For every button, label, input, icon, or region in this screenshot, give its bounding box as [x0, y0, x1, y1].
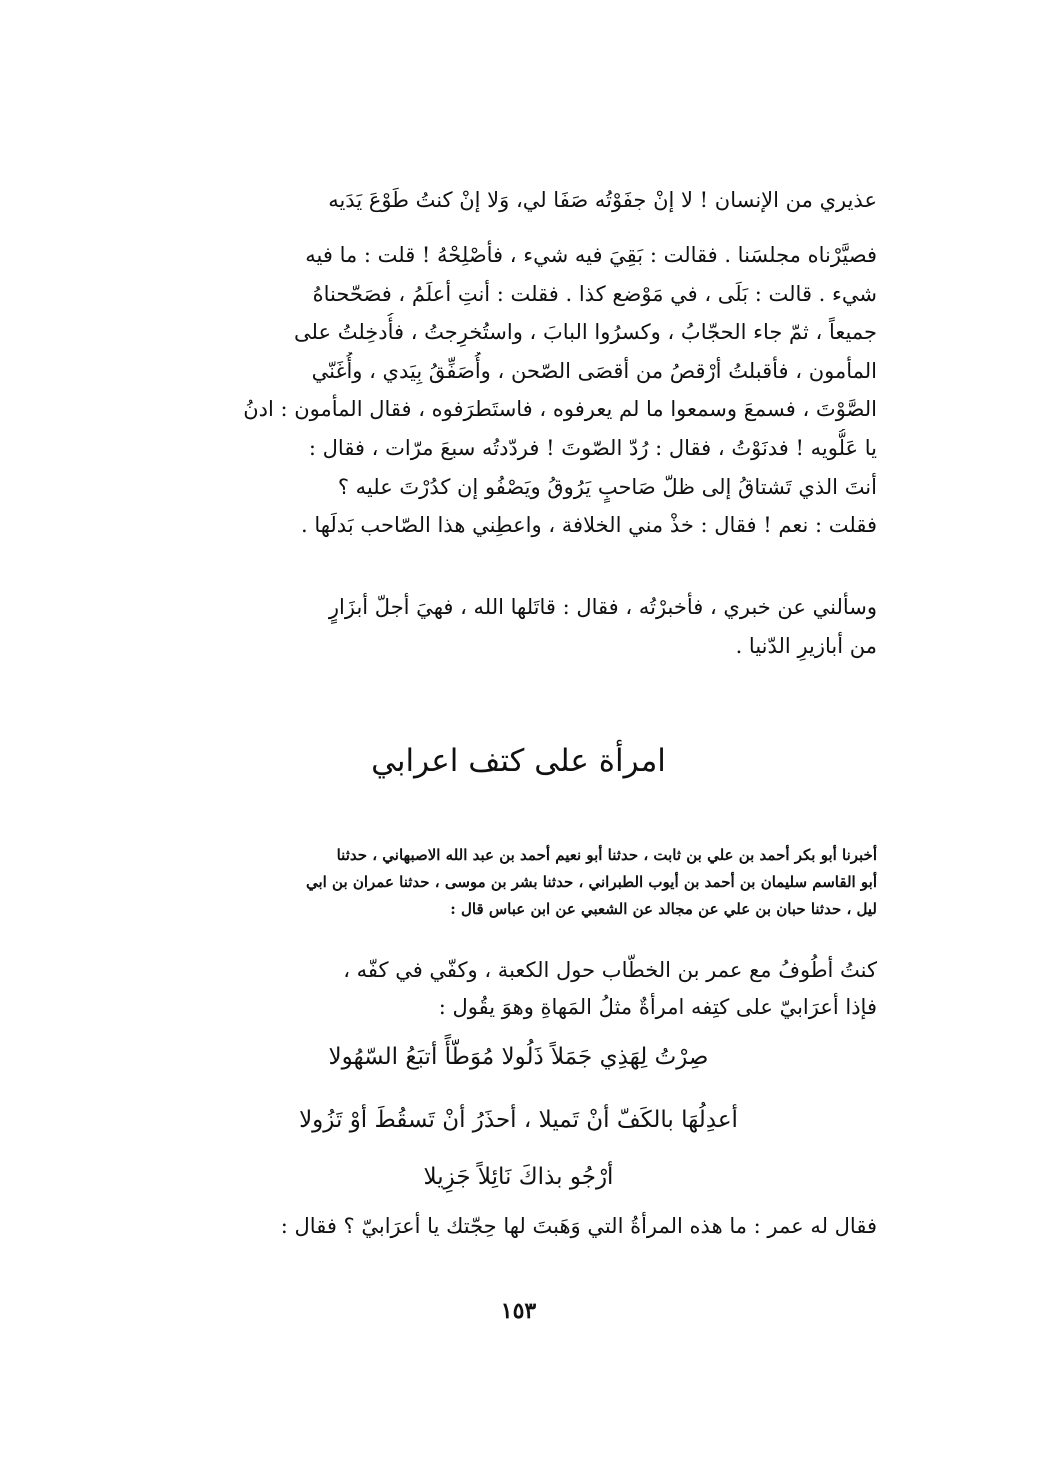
closing-line [161, 1206, 877, 1246]
text-line: فصيَّرْناه مجلسَنا . فقالت : بَقِيَ فيه شيء ، فأصْلِحْهُ ! قلت : ما فيه [305, 243, 877, 267]
text-line: جميعاً ، ثمّ جاء الحجّابُ ، وكسرُوا البابَ ، واستُخرِجتُ ، فأُدخِلتُ على [294, 320, 877, 345]
isnad-line: ليل ، حدثنا حبان بن علي عن مجالد عن الشعبي عن ابن عباس قال : [450, 900, 877, 918]
text-line: فقلت : نعم ! فقال : خذْ مني الخلافة ، واعطِني هذا الصّاحب بَدلَها . [300, 513, 877, 538]
section-title: امرأة على كتف اعرابي [371, 743, 666, 779]
text-line: يا عَلُّويه ! فدنَوْتُ ، فقال : رُدّ الصّوتَ ! فردّدتُه سبعَ مرّات ، فقال : [308, 435, 877, 460]
poem-verse-2: أعدِلُهَا بالكَفّ أنْ تَميلا ، أحذَرُ أنْ تَسقُطَ أوْ تَزُولا [299, 1107, 738, 1133]
poem-verse-1: صِرْتُ لِهَذِي جَمَلاً ذَلُولا مُوَطّأً أتبَعُ السّهُولا [328, 1044, 709, 1070]
text-line: وسألني عن خبري ، فأخبرْتُه ، فقال : قاتَلها الله ، فهيَ أجلّ أبزَارٍ [328, 595, 877, 619]
isnad-chain [161, 842, 877, 923]
paragraph-1 [161, 236, 877, 545]
text-line: الصَّوْتَ ، فسمعَ وسمعوا ما لم يعرفوه ، فاستَطرَفوه ، فقال المأمون : ادنُ [243, 397, 877, 422]
text-line: من أبازيرِ الدّنيا . [735, 633, 877, 658]
text-line: أنتَ الذي تَشتاقُ إلى ظلّ صَاحبٍ يَرُوقُ ويَصْفُو إن كدُرْتَ عليه ؟ [337, 474, 877, 499]
isnad-line: أخبرنا أبو بكر أحمد بن علي بن ثابت ، حدثنا أبو نعيم أحمد بن عبد الله الاصبهاني ، حدثنا [336, 846, 877, 864]
text-line: كنتُ أطُوفُ مع عمر بن الخطّاب حول الكعبة ، وكفّي في كفّه ، [343, 958, 877, 982]
paragraph-2 [161, 588, 877, 665]
story-paragraph [161, 952, 877, 1026]
page-number: ١٥٣ [500, 1298, 537, 1324]
isnad-line: أبو القاسم سليمان بن أحمد بن أيوب الطبراني ، حدثنا بشر بن موسى ، حدثنا عمران بن ابي [305, 873, 877, 891]
verse-line: عذيري من الإنسان ! لا إنْ جفَوْتُه صَفَا لي، وَلا إنْ كنتُ طَوْعَ يَدَيه [328, 188, 877, 212]
text-line: المأمون ، فأقبلتُ أرْقصُ من أقصَى الصّحن ، وأُصَفِّقُ بِيَدي ، وأُغَنّي [311, 358, 877, 383]
text-line: فقال له عمر : ما هذه المرأةُ التي وَهَبتَ لها حِجّتك يا أعرَابيّ ؟ فقال : [280, 1214, 877, 1238]
poem-verse-3: أرْجُو بذاكَ نَائِلاً جَزِيلا [423, 1164, 614, 1190]
opening-verse-line [161, 180, 877, 220]
text-line: شيء . قالت : بَلَى ، في مَوْضع كذا . فقلت : أنتِ أعلَمُ ، فصَحّحناهُ [312, 281, 877, 306]
text-line: فإذا أعرَابيّ على كتِفه امرأةٌ مثلُ المَهاةِ وهوَ يقُول : [438, 995, 877, 1019]
